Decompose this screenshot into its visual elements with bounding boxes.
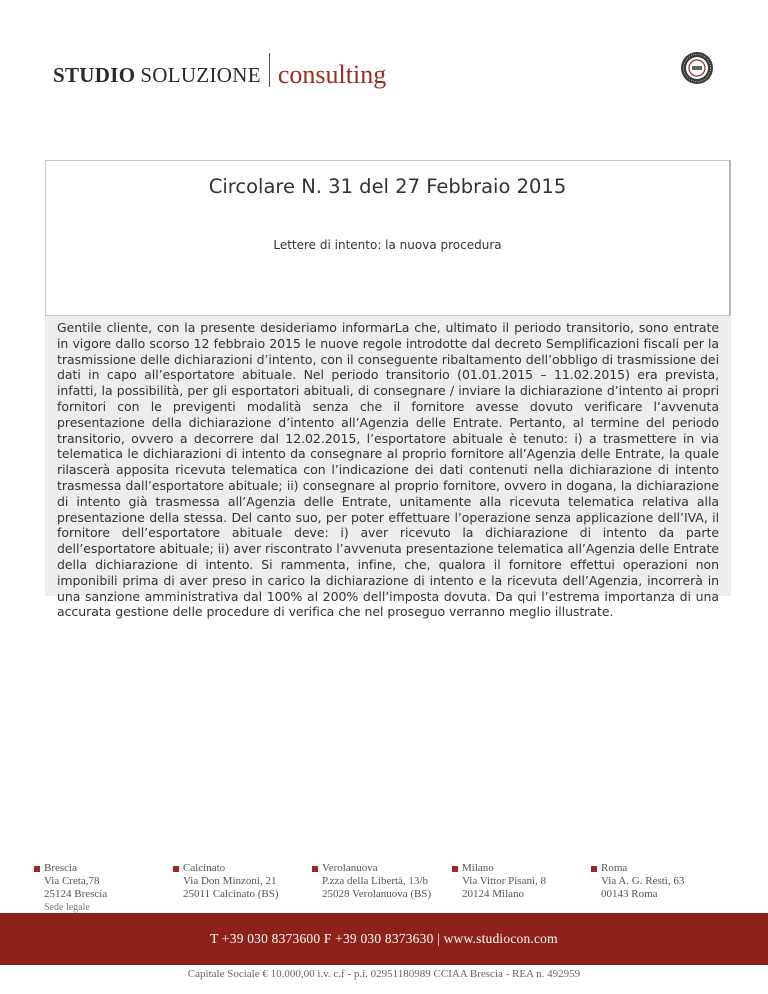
logo-studio-text: STUDIO [53,63,136,87]
logo-consulting-text: consulting [277,60,387,89]
office-roma [591,862,684,901]
footer-contact-bar [0,913,768,965]
office-milano [452,862,546,901]
logo-soluzione-text: SOLUZIONE [140,63,261,87]
circolare-title-box [45,160,731,316]
bullet-square-icon [452,866,458,872]
circolare-title: Circolare N. 31 del 27 Febbraio 2015 [208,175,567,198]
office-city: 25028 Verolanuova (BS) [322,888,432,900]
office-name: Milano [462,862,494,874]
company-logo [53,52,386,88]
office-calcinato [173,862,279,901]
body-paragraph: Gentile cliente, con la presente desideriamo informarLa che, ultimato il periodo transitorio, sono entrate in vigore dallo scorso 12 febbraio 2015 le nuove regole introdotte dal decreto Semplificazioni fiscali per la trasmissione delle dichiarazioni d’intento, con il conseguente ribaltamento dell’obbligo di trasmissione dei dati in capo all’esportatore abituale. Nel periodo transitorio (01.01.2015 – 11.02.2015) era prevista, infatti, la possibilità, per gli esportatori abituali, di consegnare / inviare la dichiarazione d’intento ai propri fornitori con le previgenti modalità senza che il fornitore avesse dovuto verificare l’avvenuta presentazione della dichiarazione d’intento all’Agenzia delle Entrate. Pertanto, al termine del periodo transitorio, ovvero a decorrere dal 12.02.2015, l’esportatore abituale è tenuto: i) a trasmettere in via telematica le dichiarazioni di intento da consegnare al proprio fornitore all’Agenzia delle Entrate, la quale rilascerà apposita ricevuta telematica con l’indicazione dei dati contenuti nella dichiarazione di intento trasmessa dall’esportatore abituale; ii) consegnare al proprio fornitore, ovvero in dogana, la dichiarazione di intento già trasmessa all’Agenzia delle Entrate, unitamente alla ricevuta telematica relativa alla presentazione della stessa. Del canto suo, per poter effettuare l’operazione senza applicazione dell’IVA, il fornitore dell’esportatore abituale deve: i) aver ricevuto la dichiarazione di intento da parte dell’esportatore abituale; ii) aver riscontrato l’avvenuta presentazione telematica all’Agenzia delle Entrate della dichiarazione di intento. Si rammenta, infine, che, qualora il fornitore effettui operazioni non imponibili prima di aver preso in carico la dichiarazione di intento e la ricevuta dell’Agenzia, incorrerà in una sanzione amministrativa dal 100% al 200% dell’imposta dovuta. Da qui l’estrema importanza di una accurata gestione delle procedure di verifica che nel proseguo verranno meglio illustrate. [57,320,719,620]
office-city: 25011 Calcinato (BS) [183,888,279,900]
circolare-subtitle: Lettere di intento: la nuova procedura [273,238,502,252]
office-address: Via Don Minzoni, 21 [183,875,277,887]
logo-divider [269,53,270,87]
office-address: P.zza della Libertà, 13/b [322,875,428,887]
offices-list [34,862,734,913]
office-address: Via Creta,78 [44,875,100,887]
footer-contacts: T +39 030 8373600 F +39 030 8373630 | www.studiocon.com [210,931,558,946]
footer-legal-info: Capitale Sociale € 10.000,00 i.v. c.f - p.i. 02951180989 CCIAA Brescia - REA n. 492959 [187,968,581,980]
office-name: Brescia [44,862,77,874]
bullet-square-icon [34,866,40,872]
office-address: Via A. G. Resti, 63 [601,875,685,887]
certification-seal-icon [680,51,714,85]
office-name: Roma [601,862,628,874]
office-brescia [34,862,107,914]
bullet-square-icon [312,866,318,872]
office-note: Sede legale [44,902,90,913]
office-city: 25124 Brescia [44,888,108,900]
office-name: Verolanuova [322,862,378,874]
bullet-square-icon [173,866,179,872]
office-city: 20124 Milano [462,888,525,900]
office-address: Via Vittor Pisani, 8 [462,875,547,887]
office-name: Calcinato [183,862,226,874]
office-city: 00143 Roma [601,888,658,900]
bullet-square-icon [591,866,597,872]
office-verolanuova [312,862,431,901]
circolare-body [45,316,731,620]
